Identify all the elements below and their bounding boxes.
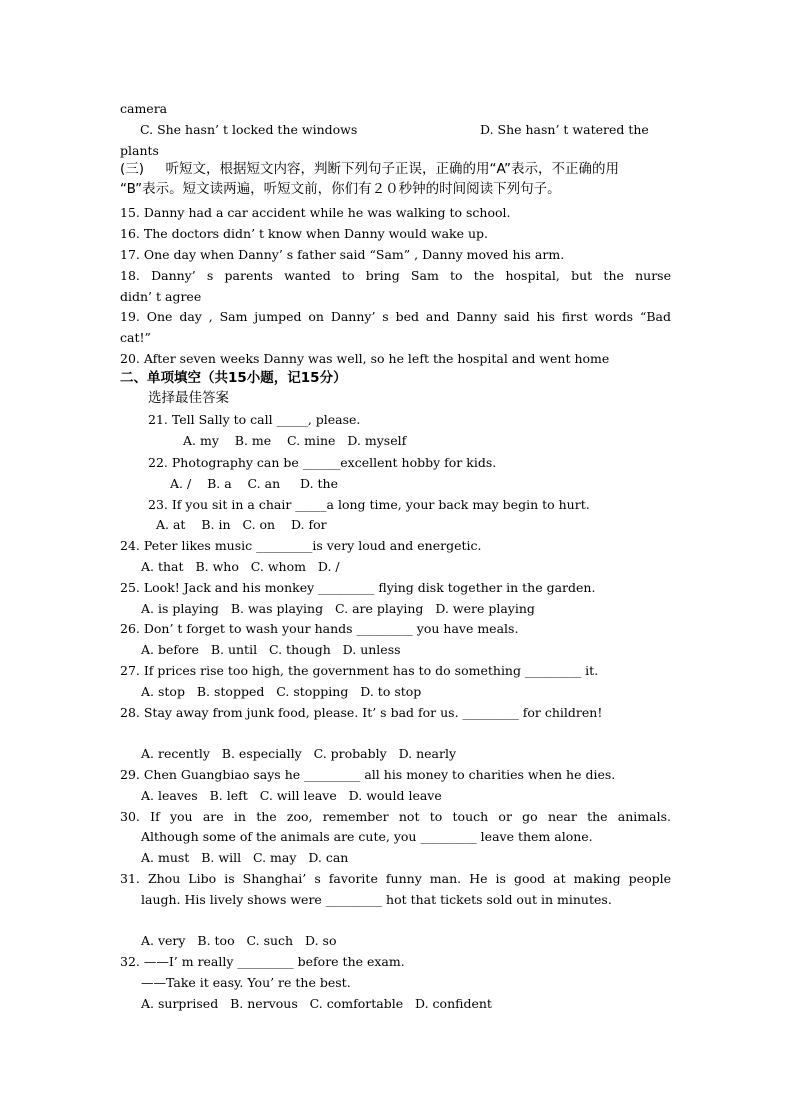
- statement-18-continued: didn’ t agree: [120, 289, 202, 304]
- statement-19: 19. One day , Sam jumped on Danny’ s bed and Danny said his first words “Bad: [120, 309, 671, 324]
- question-30: 30. If you are in the zoo, remember not to touch or go near the animals.: [120, 809, 671, 824]
- question-31: 31. Zhou Libo is Shanghai’ s favorite funny man. He is good at making people: [120, 871, 671, 886]
- question-25-options: A. is playing B. was playing C. are playing D. were playing: [141, 601, 535, 616]
- question-24: 24. Peter likes music _________is very loud and energetic.: [120, 538, 482, 553]
- question-23: 23. If you sit in a chair _____a long time, your back may begin to hurt.: [148, 497, 590, 512]
- question-29: 29. Chen Guangbiao says he _________ all his money to charities when he dies.: [120, 767, 616, 782]
- question-29-options: A. leaves B. left C. will leave D. would leave: [141, 788, 442, 803]
- question-23-options: A. at B. in C. on D. for: [156, 517, 327, 532]
- question-31-continued: laugh. His lively shows were _________ hot that tickets sold out in minutes.: [141, 892, 612, 907]
- section-heading: 二、单项填空（共15小题，记15分）: [120, 370, 347, 386]
- question-24-options: A. that B. who C. whom D. /: [141, 559, 340, 574]
- statement-17: 17. One day when Danny’ s father said “Sam” , Danny moved his arm.: [120, 247, 565, 262]
- question-32-options: A. surprised B. nervous C. comfortable D. confident: [141, 996, 492, 1011]
- question-31-options: A. very B. too C. such D. so: [141, 933, 337, 948]
- text-line: plants: [120, 143, 159, 158]
- answer-option-d: D. She hasn’ t watered the: [480, 122, 649, 137]
- section-instruction: (三) 听短文，根据短文内容，判断下列句子正误，正确的用“A”表示，不正确的用: [120, 161, 620, 177]
- question-27: 27. If prices rise too high, the government has to do something _________ it.: [120, 663, 599, 678]
- question-32-dialogue: ——Take it easy. You’ re the best.: [141, 975, 351, 990]
- text-line: camera: [120, 101, 168, 116]
- question-26-options: A. before B. until C. though D. unless: [141, 642, 401, 657]
- statement-19-continued: cat!”: [120, 330, 151, 345]
- statement-16: 16. The doctors didn’ t know when Danny would wake up.: [120, 226, 489, 241]
- question-30-options: A. must B. will C. may D. can: [141, 850, 349, 865]
- question-22-options: A. / B. a C. an D. the: [170, 476, 338, 491]
- question-26: 26. Don’ t forget to wash your hands _________ you have meals.: [120, 621, 519, 636]
- statement-20: 20. After seven weeks Danny was well, so he left the hospital and went home: [120, 351, 610, 366]
- question-27-options: A. stop B. stopped C. stopping D. to stop: [141, 684, 422, 699]
- question-30-continued: Although some of the animals are cute, you _________ leave them alone.: [141, 829, 593, 844]
- question-21-options: A. my B. me C. mine D. myself: [183, 433, 407, 448]
- section-instruction: “B”表示。短文读两遍，听短文前，你们有２０秒钟的时间阅读下列句子。: [120, 181, 561, 197]
- question-28-options: A. recently B. especially C. probably D. nearly: [141, 746, 457, 761]
- question-22: 22. Photography can be ______excellent hobby for kids.: [148, 455, 497, 470]
- question-32: 32. ——I’ m really _________ before the exam.: [120, 954, 405, 969]
- question-21: 21. Tell Sally to call _____, please.: [148, 412, 361, 427]
- statement-15: 15. Danny had a car accident while he was walking to school.: [120, 205, 511, 220]
- question-28: 28. Stay away from junk food, please. It’ s bad for us. _________ for children!: [120, 705, 603, 720]
- statement-18: 18. Danny’ s parents wanted to bring Sam to the hospital, but the nurse: [120, 268, 671, 283]
- section-instruction: 选择最佳答案: [148, 390, 229, 406]
- question-25: 25. Look! Jack and his monkey _________ flying disk together in the garden.: [120, 580, 596, 595]
- answer-option-c: C. She hasn’ t locked the windows: [140, 122, 358, 137]
